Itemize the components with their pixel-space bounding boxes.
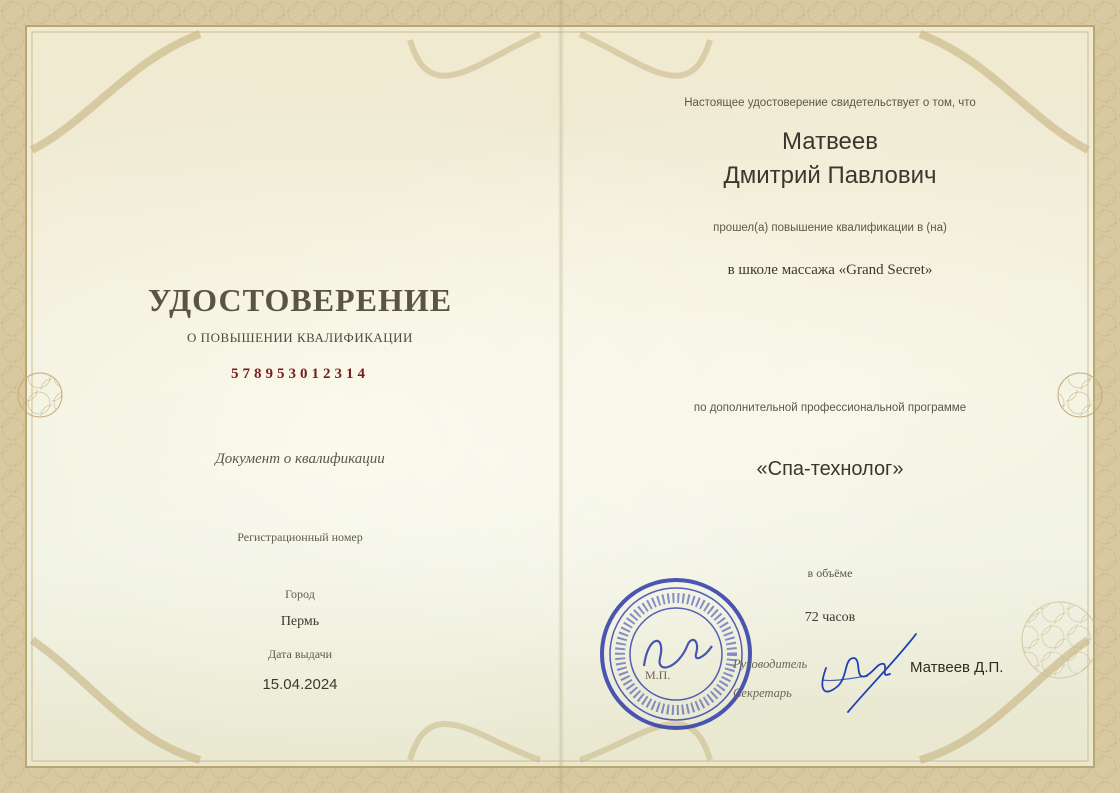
center-fold [558, 0, 564, 793]
holder-surname: Матвеев [782, 128, 878, 155]
secretary-role-label: Секретарь [733, 686, 792, 700]
issue-date-value: 15.04.2024 [262, 676, 338, 693]
volume-label: в объёме [807, 566, 853, 580]
registration-number-label: Регистрационный номер [237, 530, 363, 544]
head-name: Матвеев Д.П. [910, 659, 1004, 676]
official-stamp [596, 574, 756, 734]
program-label: по дополнительной профессиональной программе [693, 402, 967, 414]
holder-given-names: Дмитрий Павлович [723, 162, 937, 189]
stamp-place-label: М.П. [645, 668, 671, 682]
issue-date-label: Дата выдачи [267, 647, 333, 661]
document-title: УДОСТОВЕРЕНИЕ [147, 282, 453, 318]
program-name: «Спа-технолог» [756, 458, 904, 480]
document-kind: Документ о квалификации [215, 451, 385, 467]
passed-text: прошел(а) повышение квалификации в (на) [713, 222, 947, 234]
school-name: в школе массажа «Grand Secret» [727, 262, 933, 278]
document-subtitle: О ПОВЫШЕНИИ КВАЛИФИКАЦИИ [187, 330, 413, 345]
certificate-intro: Настоящее удостоверение свидетельствует о том, что [684, 97, 976, 109]
city-label: Город [285, 587, 315, 601]
serial-number: 578953012314 [231, 366, 369, 382]
hours-value: 72 часов [804, 610, 856, 625]
head-role-label: Руководитель [733, 657, 808, 671]
city-value: Пермь [280, 614, 320, 629]
